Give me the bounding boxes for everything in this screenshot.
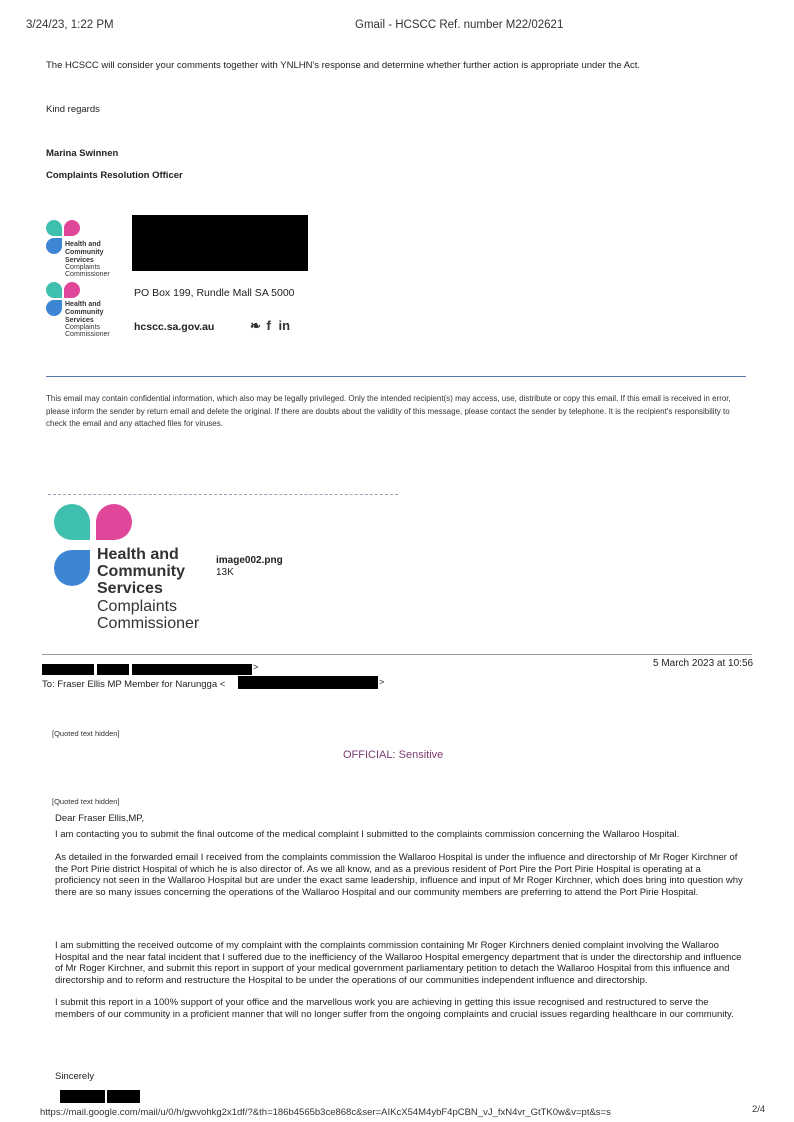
signoff: Sincerely: [55, 1071, 95, 1082]
message-date: 5 March 2023 at 10:56: [653, 658, 754, 669]
logo-line4: Complaints: [65, 264, 101, 271]
message-divider: [42, 654, 752, 655]
twitter-icon[interactable]: ❧: [250, 318, 261, 333]
logo-line3: Services: [97, 580, 163, 597]
logo-line2: Community: [65, 309, 104, 316]
classification-label: OFFICIAL: Sensitive: [343, 749, 444, 761]
hcscc-logo-small: [46, 220, 126, 278]
logo-line4: Complaints: [97, 598, 178, 615]
signature-role: Complaints Resolution Officer: [46, 170, 183, 181]
paragraph-2: As detailed in the forwarded email I received from the complaints commission the Wallaroo Hospital is under the influence and directorship of Mr Roger Kirchner of the Port Pirie district Hospital of which he is also director of. As we all know, and as a previous resident of Port Pire the Port Pirie Hospital is operating at a proficiency not seen in the Wallaroo Hospital but are under the exact same leadership, influence and input of Mr Roger Kirchner, which does bring into question why there are so many issues concerning the operations of the Wallaroo Hospital and our community members are preferring to attend the Port Pirie Hospital.: [55, 852, 743, 898]
disclaimer-text: This email may contain confidential information, which also may be legally privileged. Only the intended recipient(s) may access, use, distribute or copy this email. If this email is received in error, please inform the sender by return email and delete the original. If there are doubts about the validity of this message, please contact the sender by telephone. It is the recipient's responsibility to check the email and any attached files for viruses.: [46, 394, 731, 428]
quoted-text-hidden-2[interactable]: [Quoted text hidden]: [52, 797, 120, 806]
redacted-sender-2: [97, 664, 129, 675]
paragraph-1: I am contacting you to submit the final outcome of the medical complaint I submitted to the complaints commission concerning the Wallaroo Hospital.: [55, 829, 680, 840]
recipient-line: To: Fraser Ellis MP Member for Narungga <: [42, 679, 226, 690]
redacted-sender-email: [132, 664, 252, 675]
redacted-block: [132, 215, 308, 271]
signature-name: Marina Swinnen: [46, 148, 119, 159]
signature-address: PO Box 199, Rundle Mall SA 5000: [134, 287, 295, 299]
attachment-divider: [48, 494, 398, 495]
linkedin-icon[interactable]: in: [278, 318, 291, 333]
footer-url: https://mail.google.com/mail/u/0/h/gwvohkg2x1df/?&th=186b4565b3ce868c&ser=AIKcX54M4ybF4pCBN_vJ_fxN4vr_GtTK0w&v=pt&s=s: [40, 1107, 611, 1118]
quoted-text-hidden-1[interactable]: [Quoted text hidden]: [52, 729, 120, 738]
attachment-filename[interactable]: image002.png: [216, 555, 283, 566]
print-datetime: 3/24/23, 1:22 PM: [26, 19, 114, 31]
paragraph-4: I submit this report in a 100% support of your office and the marvellous work you are achieving in getting this issue recognised and restructured to serve the members of our community in a proficient manner that will no longer suffer from the ongoing complaints and crucial issues regarding healthcare in our community.: [55, 997, 734, 1020]
signature-divider: [46, 376, 746, 377]
sender-bracket: >: [253, 662, 259, 672]
logo-line3: Services: [65, 317, 94, 324]
facebook-icon[interactable]: f: [266, 318, 271, 333]
recipient-bracket: >: [379, 677, 385, 687]
signature-website[interactable]: hcscc.sa.gov.au: [134, 321, 215, 333]
logo-line1: Health and: [97, 546, 179, 563]
footer-page: 2/4: [752, 1104, 766, 1115]
closing-line: The HCSCC will consider your comments together with YNLHN's response and determine whether further action is appropriate under the Act.: [46, 60, 641, 71]
redacted-sender-1: [42, 664, 94, 675]
salutation: Dear Fraser Ellis,MP,: [55, 813, 145, 824]
redacted-signature-1: [60, 1090, 105, 1103]
logo-line5: Commissioner: [97, 615, 200, 632]
logo-line1: Health and: [65, 241, 101, 248]
logo-line2: Community: [65, 249, 104, 256]
redacted-recipient-email: [238, 676, 378, 689]
hcscc-logo-small-2: [46, 282, 126, 340]
logo-line3: Services: [65, 257, 94, 264]
logo-line2: Community: [97, 563, 185, 580]
logo-line4: Complaints: [65, 324, 101, 331]
paragraph-3: I am submitting the received outcome of my complaint with the complaints commission containing Mr Roger Kirchners denied complaint involving the Wallaroo Hospital and the near fatal incident that I suffered due to the inefficiency of the Wallaroo Hospital emergency department that is under the directorship and influence of Mr Roger Kirchner, and submit this report in support of your medical government parliamentary petition to detach the Wallaroo Hospital from this influence and directorship and to reform and restructure the Hospital to be under the operations of our communities independent influence and directorship.: [55, 940, 742, 986]
redacted-signature-2: [107, 1090, 140, 1103]
print-title: Gmail - HCSCC Ref. number M22/02621: [355, 19, 564, 31]
attachment-logo-image[interactable]: [54, 504, 214, 634]
logo-line5: Commissioner: [65, 271, 110, 278]
social-icons: [250, 318, 290, 334]
kind-regards: Kind regards: [46, 104, 100, 115]
logo-line1: Health and: [65, 301, 101, 308]
logo-line5: Commissioner: [65, 331, 110, 338]
attachment-size: 13K: [216, 567, 234, 578]
